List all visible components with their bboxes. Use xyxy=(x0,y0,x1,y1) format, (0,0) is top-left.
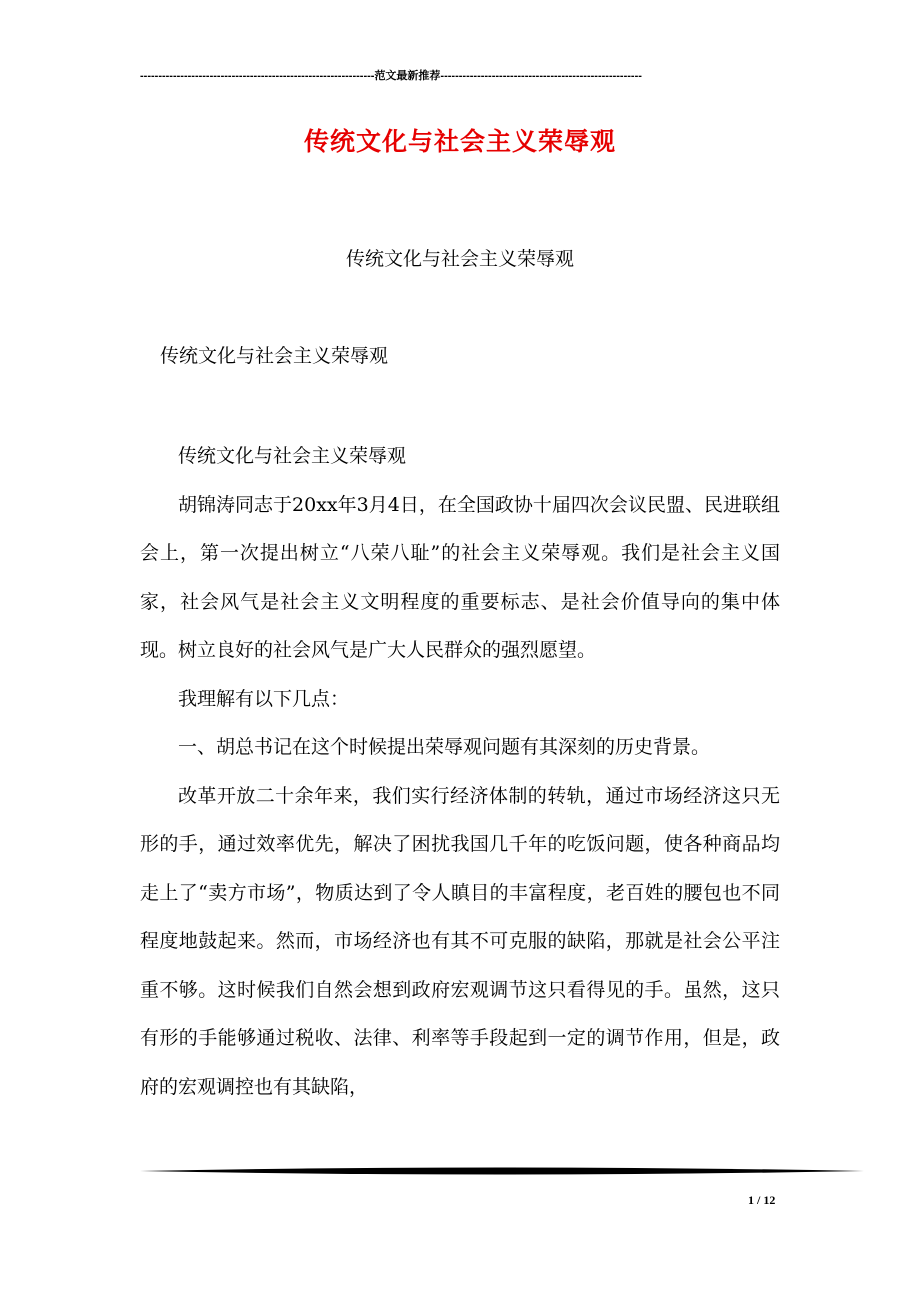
paragraph: 胡锦涛同志于20xx年3月4日，在全国政协十届四次会议民盟、民进联组会上，第一次提出树立“八荣八耻”的社会主义荣辱观。我们是社会主义国家，社会风气是社会主义文明程度的重要标志、是社会价值导向的集中体现。树立良好的社会风气是广大人民群众的强烈愿望。 xyxy=(140,493,780,661)
document-body xyxy=(140,432,780,1111)
document-subtitle: 传统文化与社会主义荣辱观 xyxy=(345,248,574,270)
paragraph: 我理解有以下几点： xyxy=(178,687,350,710)
document-lead: 传统文化与社会主义荣辱观 xyxy=(160,345,389,367)
paragraph: 一、胡总书记在这个时候提出荣辱观问题有其深刻的历史背景。 xyxy=(178,736,711,758)
page-number: 1 / 12 xyxy=(748,1193,776,1207)
header-banner: ----------------------------------------------------------------范文最新推荐------------------------------------------------------- xyxy=(140,70,642,82)
footer-divider xyxy=(140,1164,864,1178)
paragraph: 改革开放二十余年来，我们实行经济体制的转轨，通过市场经济这只无形的手，通过效率优先，解决了困扰我国几千年的吃饭问题，使各种商品均走上了“卖方市场”，物质达到了令人瞋目的丰富程度，老百姓的腰包也不同程度地鼓起来。然而，市场经济也有其不可克服的缺陷，那就是社会公平注重不够。这时候我们自然会想到政府宏观调节这只看得见的手。虽然，这只有形的手能够通过税收、法律、利率等手段起到一定的调节作用，但是，政府的宏观调控也有其缺陷， xyxy=(140,784,780,1098)
document-title: 传统文化与社会主义荣辱观 xyxy=(303,127,616,156)
paragraph: 传统文化与社会主义荣辱观 xyxy=(178,445,407,467)
